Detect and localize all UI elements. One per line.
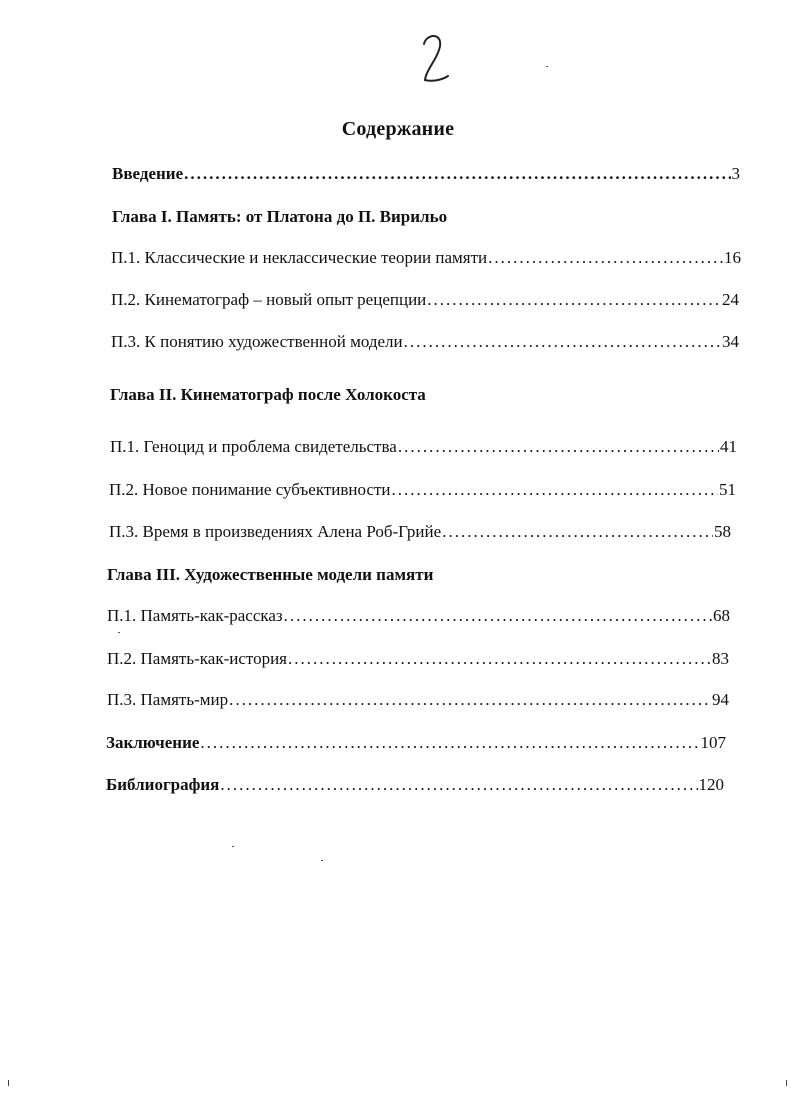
dot-leader: [398, 437, 719, 457]
dot-leader: [392, 480, 718, 500]
toc-entry-page: 94: [712, 690, 729, 709]
toc-entry-page: 41: [720, 437, 737, 456]
dot-leader: [200, 733, 699, 753]
toc-entry-2-2: [109, 480, 736, 500]
handwritten-page-number: [416, 30, 456, 90]
toc-entry-introduction: [112, 164, 740, 184]
toc-entry-page: 107: [700, 733, 726, 752]
scan-edge-mark: [786, 1080, 787, 1086]
toc-entry-3-1: [107, 606, 730, 626]
dot-leader: [488, 248, 723, 268]
toc-entry-2-1: [110, 437, 737, 457]
toc-entry-1-3: [111, 332, 739, 352]
dot-leader: [284, 606, 712, 626]
toc-entry-page: 24: [722, 290, 739, 309]
toc-entry-bibliography: [106, 775, 724, 795]
toc-entry-label: Введение: [112, 164, 184, 183]
chapter-heading-1: Глава I. Память: от Платона до П. Вирильо: [112, 207, 448, 226]
toc-entry-label: П.2. Новое понимание субъективности: [109, 480, 391, 499]
dot-leader: [184, 164, 730, 184]
toc-entry-page: 34: [722, 332, 739, 351]
dot-leader: [288, 649, 711, 669]
toc-entry-label: П.3. К понятию художественной модели: [111, 332, 403, 351]
toc-entry-page: 3: [731, 164, 740, 183]
document-title: Содержание: [341, 118, 455, 140]
toc-entry-label: П.3. Время в произведениях Алена Роб-Грийе: [109, 522, 442, 541]
toc-entry-label: П.2. Память-как-история: [107, 649, 288, 668]
toc-entry-3-3: [107, 690, 729, 710]
dot-leader: [442, 522, 713, 542]
scan-speck: [118, 632, 120, 633]
dot-leader: [220, 775, 697, 795]
toc-entry-label: П.2. Кинематограф – новый опыт рецепции: [111, 290, 427, 309]
toc-entry-page: 120: [698, 775, 724, 794]
toc-entry-2-3: [109, 522, 731, 542]
toc-entry-1-2: [111, 290, 739, 310]
scan-speck: [232, 846, 234, 847]
toc-entry-label: П.1. Память-как-рассказ: [107, 606, 283, 625]
dot-leader: [229, 690, 711, 710]
toc-entry-page: 68: [713, 606, 730, 625]
toc-entry-1-1: [111, 248, 741, 268]
toc-entry-label: П.1. Классические и неклассические теории памяти: [111, 248, 488, 267]
dot-leader: [404, 332, 721, 352]
chapter-heading-3: Глава III. Художественные модели памяти: [107, 565, 434, 584]
toc-entry-label: Заключение: [106, 733, 200, 752]
toc-entry-page: 58: [714, 522, 731, 541]
scan-edge-mark: [8, 1080, 9, 1086]
scan-speck: [321, 860, 323, 861]
toc-entry-label: П.1. Геноцид и проблема свидетельства: [110, 437, 397, 456]
chapter-heading-2: Глава II. Кинематограф после Холокоста: [110, 385, 426, 404]
dot-leader: [427, 290, 721, 310]
toc-entry-page: 51: [719, 480, 736, 499]
toc-entry-label: Библиография: [106, 775, 220, 794]
toc-entry-3-2: [107, 649, 729, 669]
scan-speck: [546, 66, 548, 67]
toc-entry-page: 16: [724, 248, 741, 267]
handwritten-number-drawing: [416, 30, 456, 90]
toc-entry-page: 83: [712, 649, 729, 668]
toc-entry-conclusion: [106, 733, 726, 753]
toc-entry-label: П.3. Память-мир: [107, 690, 229, 709]
